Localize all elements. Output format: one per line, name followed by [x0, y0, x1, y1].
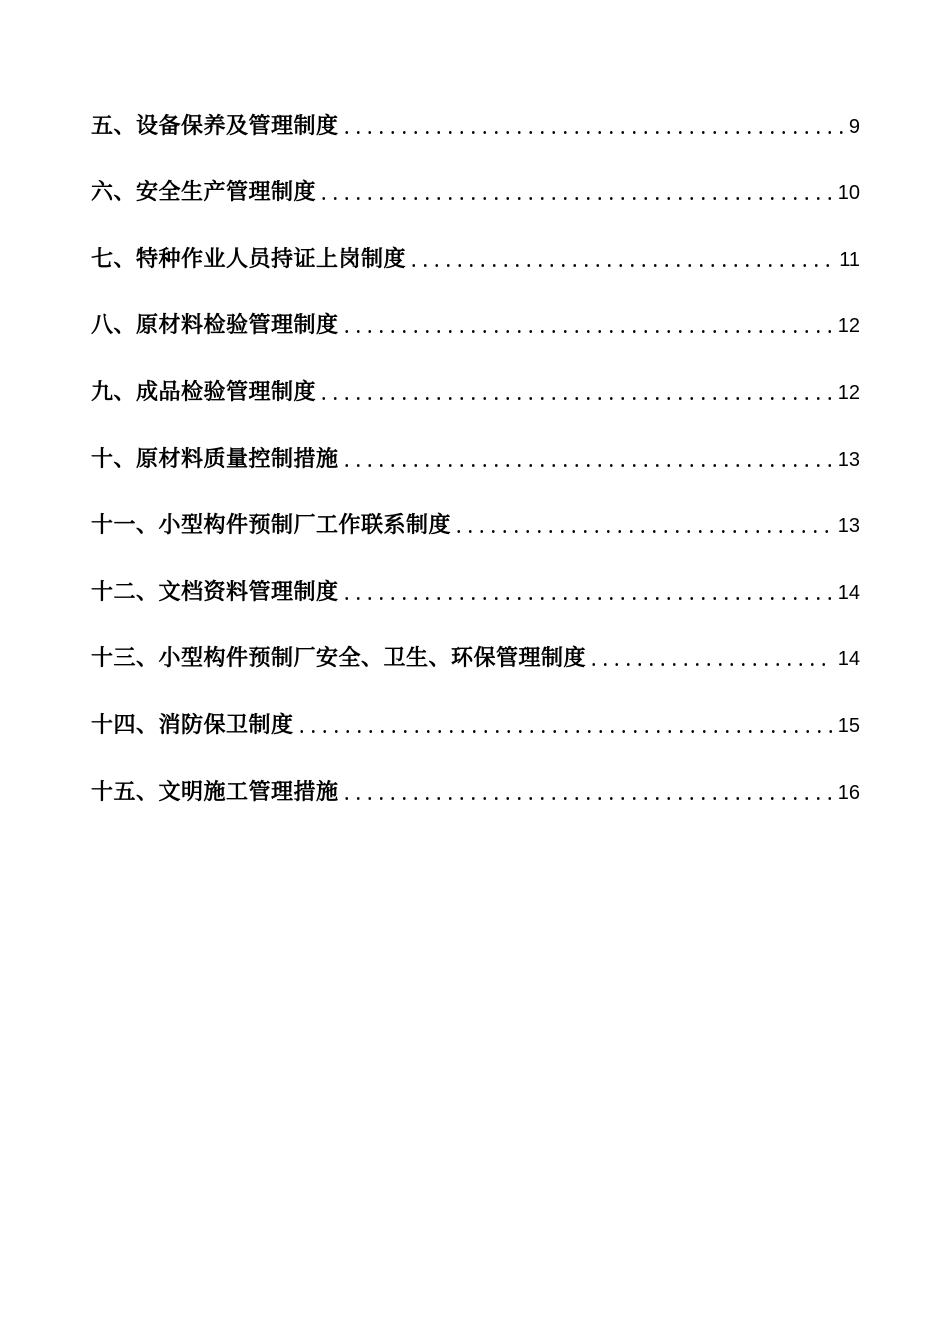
toc-entry-8[interactable] — [91, 300, 860, 367]
dot-leader — [296, 730, 832, 733]
toc-entry-6[interactable] — [91, 167, 860, 234]
toc-entry-title: 十五、文明施工管理措施 — [91, 779, 339, 805]
dot-leader — [408, 264, 833, 267]
toc-entry-14[interactable] — [91, 699, 860, 766]
toc-entry-title: 七、特种作业人员持证上岗制度 — [91, 246, 407, 272]
dot-leader — [341, 797, 832, 800]
toc-entry-page-number: 16 — [837, 781, 860, 804]
toc-entry-12[interactable] — [91, 566, 860, 633]
toc-entry-page-number: 15 — [837, 714, 860, 737]
toc-entry-page-number: 9 — [848, 115, 860, 138]
toc-entry-title: 八、原材料检验管理制度 — [91, 313, 339, 339]
toc-entry-13[interactable] — [91, 633, 860, 700]
table-of-contents — [91, 100, 860, 833]
toc-entry-9[interactable] — [91, 366, 860, 433]
toc-entry-page-number: 12 — [837, 381, 860, 404]
dot-leader — [588, 663, 832, 666]
toc-entry-page-number: 10 — [837, 182, 860, 205]
toc-entry-title: 十、原材料质量控制措施 — [91, 446, 339, 472]
dot-leader — [341, 464, 832, 467]
toc-entry-title: 九、成品检验管理制度 — [91, 379, 317, 405]
toc-entry-page-number: 13 — [837, 515, 860, 538]
toc-entry-page-number: 12 — [837, 315, 860, 338]
toc-entry-title: 十一、小型构件预制厂工作联系制度 — [91, 513, 452, 539]
toc-entry-title: 十二、文档资料管理制度 — [91, 579, 339, 605]
toc-entry-title: 十三、小型构件预制厂安全、卫生、环保管理制度 — [91, 646, 587, 672]
toc-entry-15[interactable] — [91, 766, 860, 833]
toc-entry-page-number: 11 — [839, 248, 860, 271]
dot-leader — [453, 530, 832, 533]
dot-leader — [341, 330, 832, 333]
toc-entry-5[interactable] — [91, 100, 860, 167]
dot-leader — [318, 197, 832, 200]
toc-entry-page-number: 14 — [837, 648, 860, 671]
toc-entry-page-number: 14 — [837, 581, 860, 604]
toc-entry-title: 六、安全生产管理制度 — [91, 180, 317, 206]
toc-entry-7[interactable] — [91, 233, 860, 300]
toc-entry-page-number: 13 — [837, 448, 860, 471]
dot-leader — [341, 131, 843, 134]
dot-leader — [318, 397, 832, 400]
toc-entry-10[interactable] — [91, 433, 860, 500]
toc-entry-11[interactable] — [91, 500, 860, 567]
toc-entry-title: 五、设备保养及管理制度 — [91, 113, 339, 139]
toc-entry-title: 十四、消防保卫制度 — [91, 712, 294, 738]
dot-leader — [341, 597, 832, 600]
